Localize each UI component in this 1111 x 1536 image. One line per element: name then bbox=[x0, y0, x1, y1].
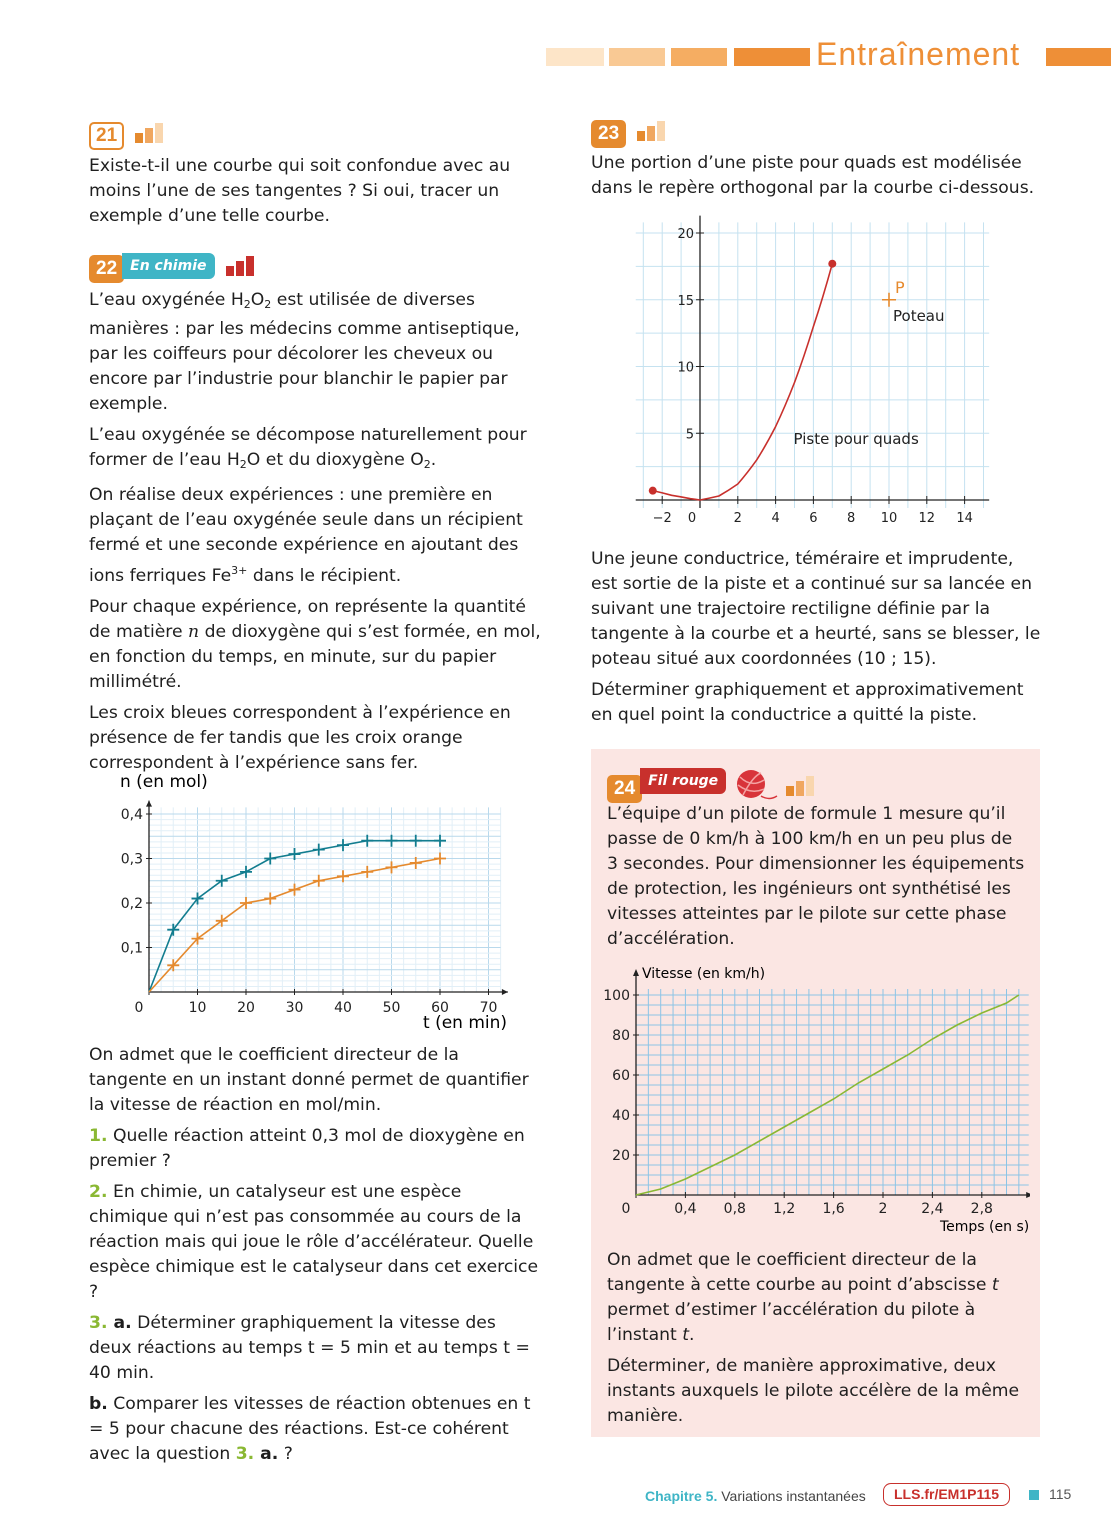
x-tick-label: 70 bbox=[479, 1000, 498, 1016]
difficulty-icon bbox=[133, 120, 167, 144]
chart-ticks bbox=[653, 227, 973, 526]
exercise-23-text bbox=[591, 547, 1041, 734]
exercise-number: 23 bbox=[591, 120, 626, 148]
question-3b: b. Comparer les vitesses de réaction obtenues en t = 5 pour chacune des réactions. Est-ce cohérent avec la question 3. a. ? bbox=[89, 1394, 531, 1464]
exercise-21 bbox=[89, 120, 541, 235]
data-point-cross bbox=[289, 884, 301, 896]
footer bbox=[645, 1486, 866, 1506]
paragraph: L’eau oxygénée $H_2O_2$ est utilisée de diverses manières : par les médecins comme antiseptique, par les coiffeurs pour décolorer les cheveux ou encore par l’industrie pour blanchir le papier par exemple. bbox=[89, 290, 520, 414]
x-tick-label: 2 bbox=[733, 511, 742, 526]
data-point-cross bbox=[240, 897, 252, 909]
x-tick-label: −2 bbox=[652, 511, 672, 526]
paragraph: Une jeune conductrice, téméraire et imprudente, est sortie de la piste et a continué sur sa lancée en suivant une trajectoire rectiligne définie par la tangente à la courbe et a heurté, sans se blesser, le poteau situé aux coordonnées (10 ; 15). bbox=[591, 549, 1041, 669]
exercise-22-questions bbox=[89, 1043, 541, 1473]
question-3a: 3. a. Déterminer graphiquement la vitesse des deux réactions au temps t = 5 min et au temps t = 40 min. bbox=[89, 1313, 530, 1383]
exercise-number: 22 bbox=[89, 255, 124, 283]
x-tick-label: 10 bbox=[880, 511, 898, 526]
paragraph: Une portion d’une piste pour quads est modélisée dans le repère orthogonal par la courbe ci-dessous. bbox=[591, 153, 1035, 198]
data-point-cross bbox=[313, 844, 325, 856]
paragraph: L’équipe d’un pilote de formule 1 mesure qu’il passe de 0 km/h à 100 km/h en un peu plus de 3 secondes. Pour dimensionner les équipements de protection, les ingénieurs ont synthétisé les vitesses atteintes par le pilote sur cette phase d’accélération. bbox=[607, 804, 1025, 949]
pole-name-label: Poteau bbox=[893, 306, 945, 325]
y-tick-label: 20 bbox=[612, 1148, 630, 1164]
x-tick-label: 2,4 bbox=[921, 1201, 944, 1217]
paragraph: Les croix bleues correspondent à l’expérience en présence de fer tandis que les croix orange correspondent à l’expérience sans fer. bbox=[89, 703, 511, 773]
y-tick-label: 80 bbox=[612, 1028, 630, 1044]
y-tick-label: 40 bbox=[612, 1108, 630, 1124]
x-tick-label: 8 bbox=[847, 511, 856, 526]
x-tick-label: 0,8 bbox=[723, 1201, 746, 1217]
difficulty-icon bbox=[635, 118, 669, 142]
pole-point-label: P bbox=[895, 277, 905, 297]
paragraph: On admet que le coefficient directeur de la tangente à cette courbe au point d’abscisse t permet d’estimer l’accélération du pilote à l’instant t. bbox=[607, 1250, 999, 1345]
y-tick-label: 15 bbox=[677, 293, 694, 309]
header-bar-5 bbox=[1046, 48, 1111, 66]
x-tick-label: 60 bbox=[431, 1000, 449, 1016]
pole-point bbox=[882, 293, 896, 307]
question-2: 2. En chimie, un catalyseur est une espèce chimique qui n’est pas consommée au cours de la réaction mais qui joue le rôle d’accélérateur. Quelle espèce chimique est le catalyseur dans cet exercice ? bbox=[89, 1182, 539, 1302]
exercise-23 bbox=[591, 118, 1041, 207]
paragraph: Déterminer graphiquement et approximativement en quel point la conductrice a quitté la piste. bbox=[591, 680, 1024, 725]
data-point-cross bbox=[264, 853, 276, 865]
x-tick-label: 10 bbox=[188, 1000, 207, 1016]
y-tick-label: 0,3 bbox=[120, 851, 143, 868]
data-point-cross bbox=[434, 853, 446, 865]
y-tick-label: 100 bbox=[603, 988, 630, 1004]
paragraph: Pour chaque expérience, on représente la quantité de matière n de dioxygène qui s’est formée, en mol, en fonction du temps, en minute, sur du papier millimétré. bbox=[89, 597, 541, 692]
x-tick-label: 4 bbox=[771, 511, 780, 526]
x-tick-label: 50 bbox=[382, 1000, 401, 1016]
y-tick-label: 60 bbox=[612, 1068, 630, 1084]
x-axis-label: Temps (en s) bbox=[940, 1219, 1030, 1235]
chemistry-chart bbox=[100, 765, 520, 1035]
chart-ticks bbox=[121, 807, 498, 1016]
x-tick-label: 20 bbox=[237, 1000, 255, 1016]
y-tick-label: 5 bbox=[685, 427, 694, 443]
exercise-24-text bbox=[607, 1248, 1027, 1435]
y-tick-label: 0,4 bbox=[120, 807, 143, 823]
paragraph: On réalise deux expériences : une première en plaçant de l’eau oxygénée seule dans un récipient fermé et une seconde expérience en ajoutant des ions ferriques $Fe^{3+}$ dans le récipient. bbox=[89, 485, 523, 586]
x-tick-label: 6 bbox=[809, 511, 818, 526]
quad-track-chart bbox=[630, 212, 1010, 532]
x-tick-label: 1,6 bbox=[822, 1201, 845, 1217]
x-tick-label: 0 bbox=[134, 1000, 144, 1016]
chart-grid bbox=[636, 989, 1029, 1195]
header-bar-3 bbox=[671, 48, 727, 66]
y-tick-label: 0,2 bbox=[120, 896, 143, 912]
x-tick-label: 0,4 bbox=[674, 1201, 697, 1217]
y-axis-label: n (en mol) bbox=[120, 772, 208, 792]
x-tick-label: 0 bbox=[621, 1201, 631, 1217]
page-title: Entraînement bbox=[816, 36, 1021, 72]
chart-ticks bbox=[603, 988, 993, 1217]
data-point-cross bbox=[240, 866, 252, 878]
header-bar-2 bbox=[609, 48, 665, 66]
y-axis-arrow bbox=[146, 801, 152, 807]
y-tick-label: 0,1 bbox=[120, 940, 143, 957]
x-axis-label: t (en min) bbox=[423, 1013, 508, 1033]
paragraph: Déterminer, de manière approximative, deux instants auxquels le pilote accélère de la même manière. bbox=[607, 1356, 1020, 1426]
x-tick-label: 14 bbox=[956, 511, 973, 526]
chart-axes bbox=[633, 969, 1030, 1198]
y-axis-label: Vitesse (en km/h) bbox=[642, 966, 766, 982]
exercise-21-text: Existe-t-il une courbe qui soit confondue avec au moins l’une de ses tangentes ? Si oui, tracer un exemple d’une telle courbe. bbox=[89, 156, 511, 226]
page-number: 115 bbox=[1049, 1486, 1072, 1502]
y-tick-label: 10 bbox=[677, 360, 694, 376]
y-axis-arrow bbox=[633, 969, 639, 976]
question-1: 1. Quelle réaction atteint 0,3 mol de dioxygène en premier ? bbox=[89, 1126, 525, 1171]
data-point-cross bbox=[216, 875, 228, 887]
chapter-number: Chapitre 5. bbox=[645, 1488, 718, 1504]
exercise-22 bbox=[89, 253, 541, 782]
paragraph: On admet que le coefficient directeur de la tangente en un instant donné permet de quantifier la vitesse de réaction en mol/min. bbox=[89, 1045, 529, 1115]
exercise-24 bbox=[607, 768, 1027, 958]
chapter-title: Variations instantanées bbox=[717, 1488, 866, 1504]
y-tick-label: 20 bbox=[677, 227, 694, 242]
x-tick-label: 1,2 bbox=[773, 1201, 796, 1217]
data-point-cross bbox=[337, 839, 349, 851]
subject-tag: En chimie bbox=[122, 253, 214, 279]
x-tick-label: 30 bbox=[285, 1000, 304, 1016]
curve-label: Piste pour quads bbox=[793, 429, 919, 448]
data-point-cross bbox=[313, 875, 325, 887]
exercise-number: 21 bbox=[89, 122, 124, 150]
x-axis-arrow bbox=[1026, 1192, 1030, 1198]
data-point-cross bbox=[386, 861, 398, 873]
x-tick-label: 0 bbox=[687, 511, 697, 526]
data-point-cross bbox=[361, 866, 373, 878]
curve-endpoint bbox=[828, 260, 836, 268]
speed-chart bbox=[600, 960, 1030, 1240]
difficulty-icon bbox=[784, 773, 818, 797]
subject-tag: Fil rouge bbox=[640, 768, 726, 794]
paragraph: L’eau oxygénée se décompose naturellement pour former de l’eau $H_2O$ et du dioxygène $O_2$. bbox=[89, 425, 527, 471]
difficulty-icon bbox=[224, 253, 258, 277]
header-bar-4 bbox=[734, 48, 810, 66]
x-tick-label: 2,8 bbox=[970, 1201, 993, 1217]
online-link[interactable]: LLS.fr/EM1P115 bbox=[883, 1483, 1010, 1506]
yarn-ball-icon bbox=[731, 768, 779, 802]
chart-grid bbox=[149, 807, 501, 992]
x-tick-label: 12 bbox=[918, 511, 936, 526]
exercise-number: 24 bbox=[607, 775, 642, 803]
x-tick-label: 2 bbox=[878, 1201, 888, 1217]
x-tick-label: 40 bbox=[334, 1000, 352, 1016]
curve-endpoint bbox=[649, 487, 657, 495]
header-bar-1 bbox=[546, 48, 604, 66]
footer-square-icon bbox=[1029, 1490, 1039, 1500]
x-axis-arrow bbox=[502, 989, 508, 995]
